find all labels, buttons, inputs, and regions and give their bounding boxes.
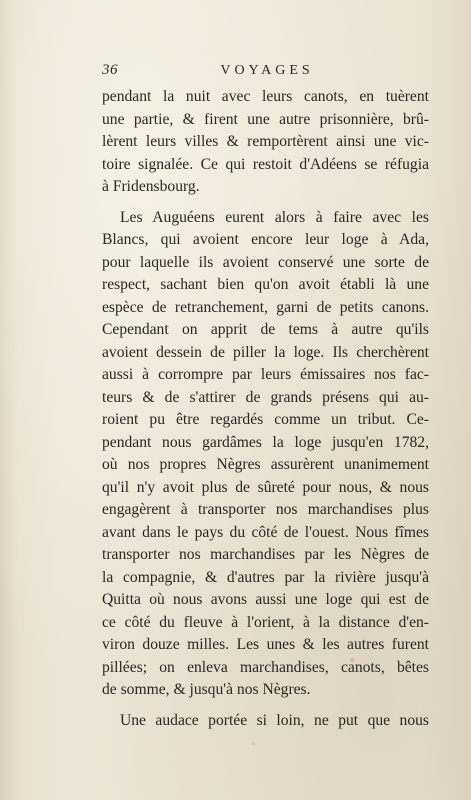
- text-line: Les Auguéens eurent alors à faire avec les: [120, 208, 429, 226]
- text-line: lèrent leurs villes & remportèrent ainsi une vic-: [102, 133, 429, 150]
- paper-stain: [252, 742, 255, 745]
- page-header: [102, 62, 432, 82]
- text-line: Cependant on apprit de tems à autre qu'ils: [102, 321, 429, 338]
- text-line: pour laquelle ils avoient conservé une sorte de: [102, 253, 429, 271]
- text-line: transporter nos marchandises par les Nègres de: [102, 546, 429, 563]
- body-text: [102, 86, 429, 740]
- text-line: aussi à corrompre par leurs émissaires nos fac-: [102, 366, 429, 383]
- text-line: pillées; on enleva marchandises, canots, bêtes: [102, 658, 429, 676]
- text-line: ce côté du fleuve à l'orient, à la distance d'en-: [102, 613, 429, 631]
- text-line: teurs & de s'attirer de grands présens qui au-: [102, 388, 429, 406]
- running-head: VOYAGES: [220, 63, 314, 78]
- paragraph: [102, 710, 429, 733]
- text-line: Une audace portée si loin, ne put que nous: [120, 711, 429, 729]
- text-line: Quitta où nous avons aussi une loge qui est de: [102, 591, 429, 608]
- text-line: avant dans le pays du côté de l'ouest. Nous fîmes: [102, 523, 429, 541]
- text-line: Blancs, qui avoient encore leur loge à Ada,: [102, 231, 429, 248]
- text-line: une partie, & firent une autre prisonnière, brû-: [102, 110, 429, 128]
- text-line: toire signalée. Ce qui restoit d'Adéens se réfugia: [102, 155, 429, 173]
- text-line: viron douze milles. Les unes & les autres furent: [102, 636, 429, 653]
- paragraph: [102, 207, 429, 702]
- paragraph: [102, 86, 429, 199]
- text-line: à Fridensbourg.: [102, 178, 200, 195]
- text-line: roient pu être regardés comme un tribut. Ce-: [102, 411, 429, 428]
- text-line: pendant nous gardâmes la loge jusqu'en 1782,: [102, 433, 429, 451]
- text-line: de somme, & jusqu'à nos Nègres.: [102, 681, 311, 698]
- text-line: espèce de retranchement, garni de petits canons.: [102, 298, 429, 316]
- text-line: respect, sachant bien qu'on avoit établi là une: [102, 276, 429, 293]
- text-line: où nos propres Nègres assurèrent unanimement: [102, 456, 429, 473]
- page-number: 36: [102, 62, 118, 78]
- text-line: la compagnie, & d'autres par la rivière jusqu'à: [102, 568, 429, 586]
- text-line: qu'il n'y avoit plus de sûreté pour nous, & nous: [102, 478, 429, 496]
- text-line: pendant la nuit avec leurs canots, en tuèrent: [102, 88, 429, 105]
- text-line: engagèrent à transporter nos marchandises plus: [102, 501, 429, 518]
- text-line: avoient dessein de piller la loge. Ils cherchèrent: [102, 343, 429, 361]
